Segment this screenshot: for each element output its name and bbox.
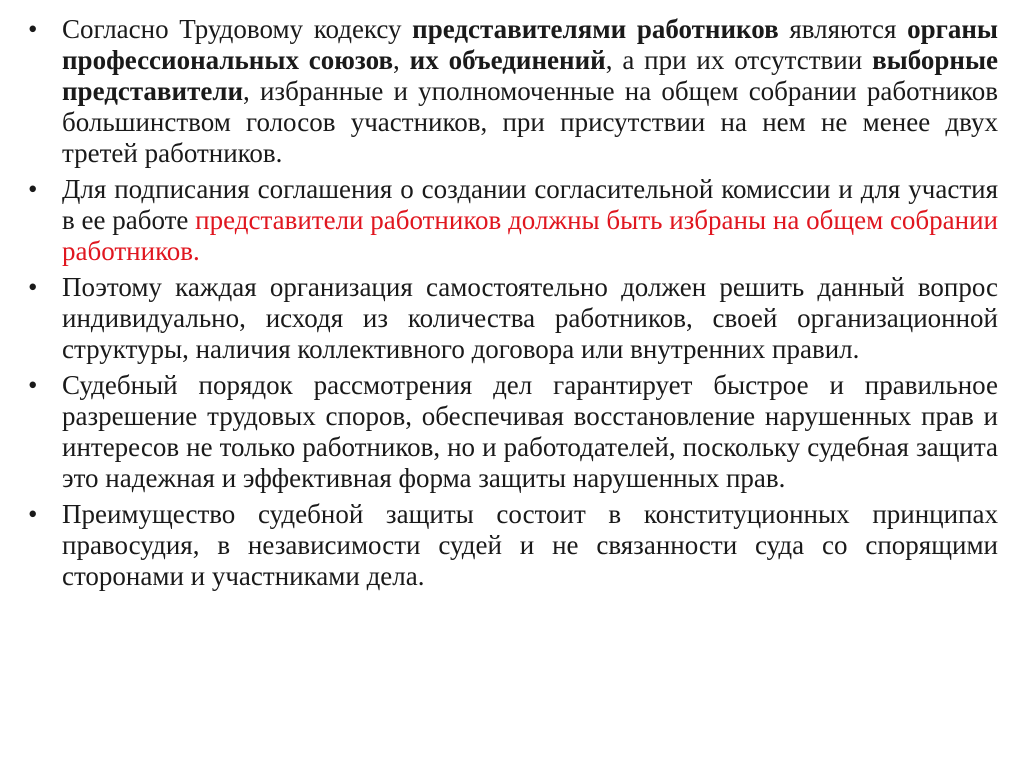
bullet-list xyxy=(28,14,998,597)
bold-term: органы профессиональных союзов xyxy=(62,14,998,75)
bullet-text xyxy=(62,174,998,266)
bullet-text xyxy=(62,272,998,364)
bullet-point-icon: • xyxy=(28,272,38,302)
bullet-item-3 xyxy=(28,272,998,365)
bullet-point-icon: • xyxy=(28,14,38,44)
text-segment: Согласно Трудовому кодексу xyxy=(62,14,413,44)
bullet-point-icon: • xyxy=(28,499,38,529)
text-segment: являются xyxy=(778,14,908,44)
text-segment: Для подписания соглашения о создании согласительной комиссии и для участия в ее работе xyxy=(62,174,998,235)
bullet-item-5 xyxy=(28,499,998,592)
bullet-item-4 xyxy=(28,370,998,494)
text-segment: Поэтому каждая организация самостоятельно должен решить данный вопрос индивидуально, исходя из количества работников, своей организационной структуры, наличия коллективного договора или внутренних правил. xyxy=(62,272,998,364)
text-segment: , а при их отсутствии xyxy=(605,45,873,75)
text-segment: , xyxy=(393,45,410,75)
bullet-text xyxy=(62,499,998,591)
bullet-item-1 xyxy=(28,14,998,169)
bullet-text xyxy=(62,14,998,168)
bullet-text xyxy=(62,370,998,493)
text-segment: Судебный порядок рассмотрения дел гарантирует быстрое и правильное разрешение трудовых споров, обеспечивая восстановление нарушенных прав и интересов не только работников, но и работодателей, поскольку судебная защита это надежная и эффективная форма защиты нарушенных прав. xyxy=(62,370,998,493)
bold-term: их объединений xyxy=(409,45,606,75)
highlighted-text: представители работников должны быть избраны на общем собрании работников. xyxy=(62,205,998,266)
text-segment: Преимущество судебной защиты состоит в конституционных принципах правосудия, в независимости судей и не связанности суда со спорящими сторонами и участниками дела. xyxy=(62,499,998,591)
bullet-point-icon: • xyxy=(28,370,38,400)
bold-term: представителями работников xyxy=(412,14,779,44)
bullet-point-icon: • xyxy=(28,174,38,204)
bullet-item-2 xyxy=(28,174,998,267)
bold-term: выборные представители xyxy=(62,45,999,106)
text-segment: , избранные и уполномоченные на общем собрании работников большинством голосов участников, при присутствии на нем не менее двух третей работников. xyxy=(62,76,998,168)
